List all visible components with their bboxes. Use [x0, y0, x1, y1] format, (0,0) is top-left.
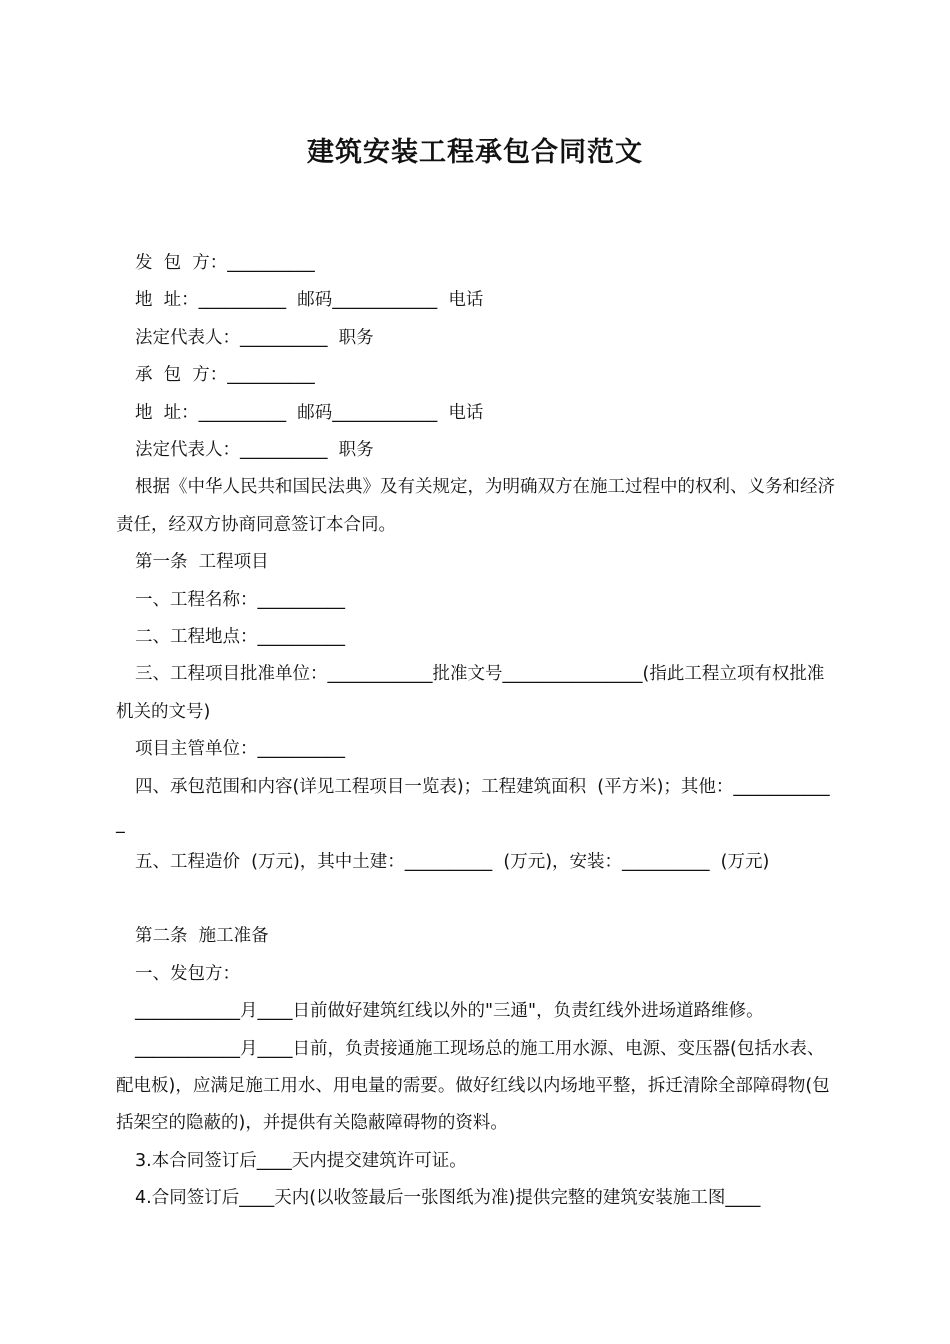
project-location-line: 二、工程地点：__________	[135, 627, 345, 648]
preamble-paragraph: 根据《中华人民共和国民法典》及有关规定，为明确双方在施工过程中的权利、义务和经济责任，经双方协商同意签订本合同。	[116, 477, 835, 535]
party-b-representative-line: 法定代表人：__________ 职务	[135, 440, 374, 461]
party-b-address-line: 地 址：__________ 邮码____________ 电话	[135, 402, 484, 423]
cost-line: 五、工程造价 (万元)，其中土建：__________ (万元)，安装：__________ (万元)	[135, 851, 770, 872]
party-b-line: 承 包 方：__________	[135, 365, 315, 386]
party-a-representative-line: 法定代表人：__________ 职务	[135, 327, 374, 348]
party-a-address-line: 地 址：__________ 邮码____________ 电话	[135, 290, 484, 311]
three-connections-paragraph: ____________月____日前做好建筑红线以外的"三通"，负责红线外进场道路维修。	[135, 1001, 764, 1022]
project-name-line: 一、工程名称：__________	[135, 589, 345, 610]
permit-item: 3.本合同签订后____天内提交建筑许可证。	[135, 1150, 467, 1171]
employer-subheading: 一、发包方：	[135, 963, 240, 984]
article-2-heading: 第二条 施工准备	[135, 926, 269, 947]
utilities-paragraph: ____________月____日前，负责接通施工现场总的施工用水源、电源、变压器(包括水表、配电板)，应满足施工用水、用电量的需要。做好红线以内场地平整，拆迁清除全部障碍物(包括架空的隐蔽的)，并提供有关隐蔽障碍物的资料。	[116, 1038, 830, 1134]
document-body	[116, 245, 836, 1218]
drawings-item: 4.合同签订后____天内(以收签最后一张图纸为准)提供完整的建筑安装施工图____	[135, 1188, 761, 1209]
scope-paragraph: 四、承包范围和内容(详见工程项目一览表)；工程建筑面积 (平方米)；其他：____________	[116, 776, 830, 835]
supervising-unit-line: 项目主管单位：__________	[135, 739, 345, 760]
document-title: 建筑安装工程承包合同范文	[307, 137, 643, 168]
article-1-heading: 第一条 工程项目	[135, 552, 269, 573]
blank-spacer	[116, 881, 836, 918]
party-a-line: 发 包 方：__________	[135, 253, 315, 273]
approval-unit-paragraph: 三、工程项目批准单位：____________批准文号________________(指此工程立项有权批准机关的文号)	[116, 664, 825, 722]
